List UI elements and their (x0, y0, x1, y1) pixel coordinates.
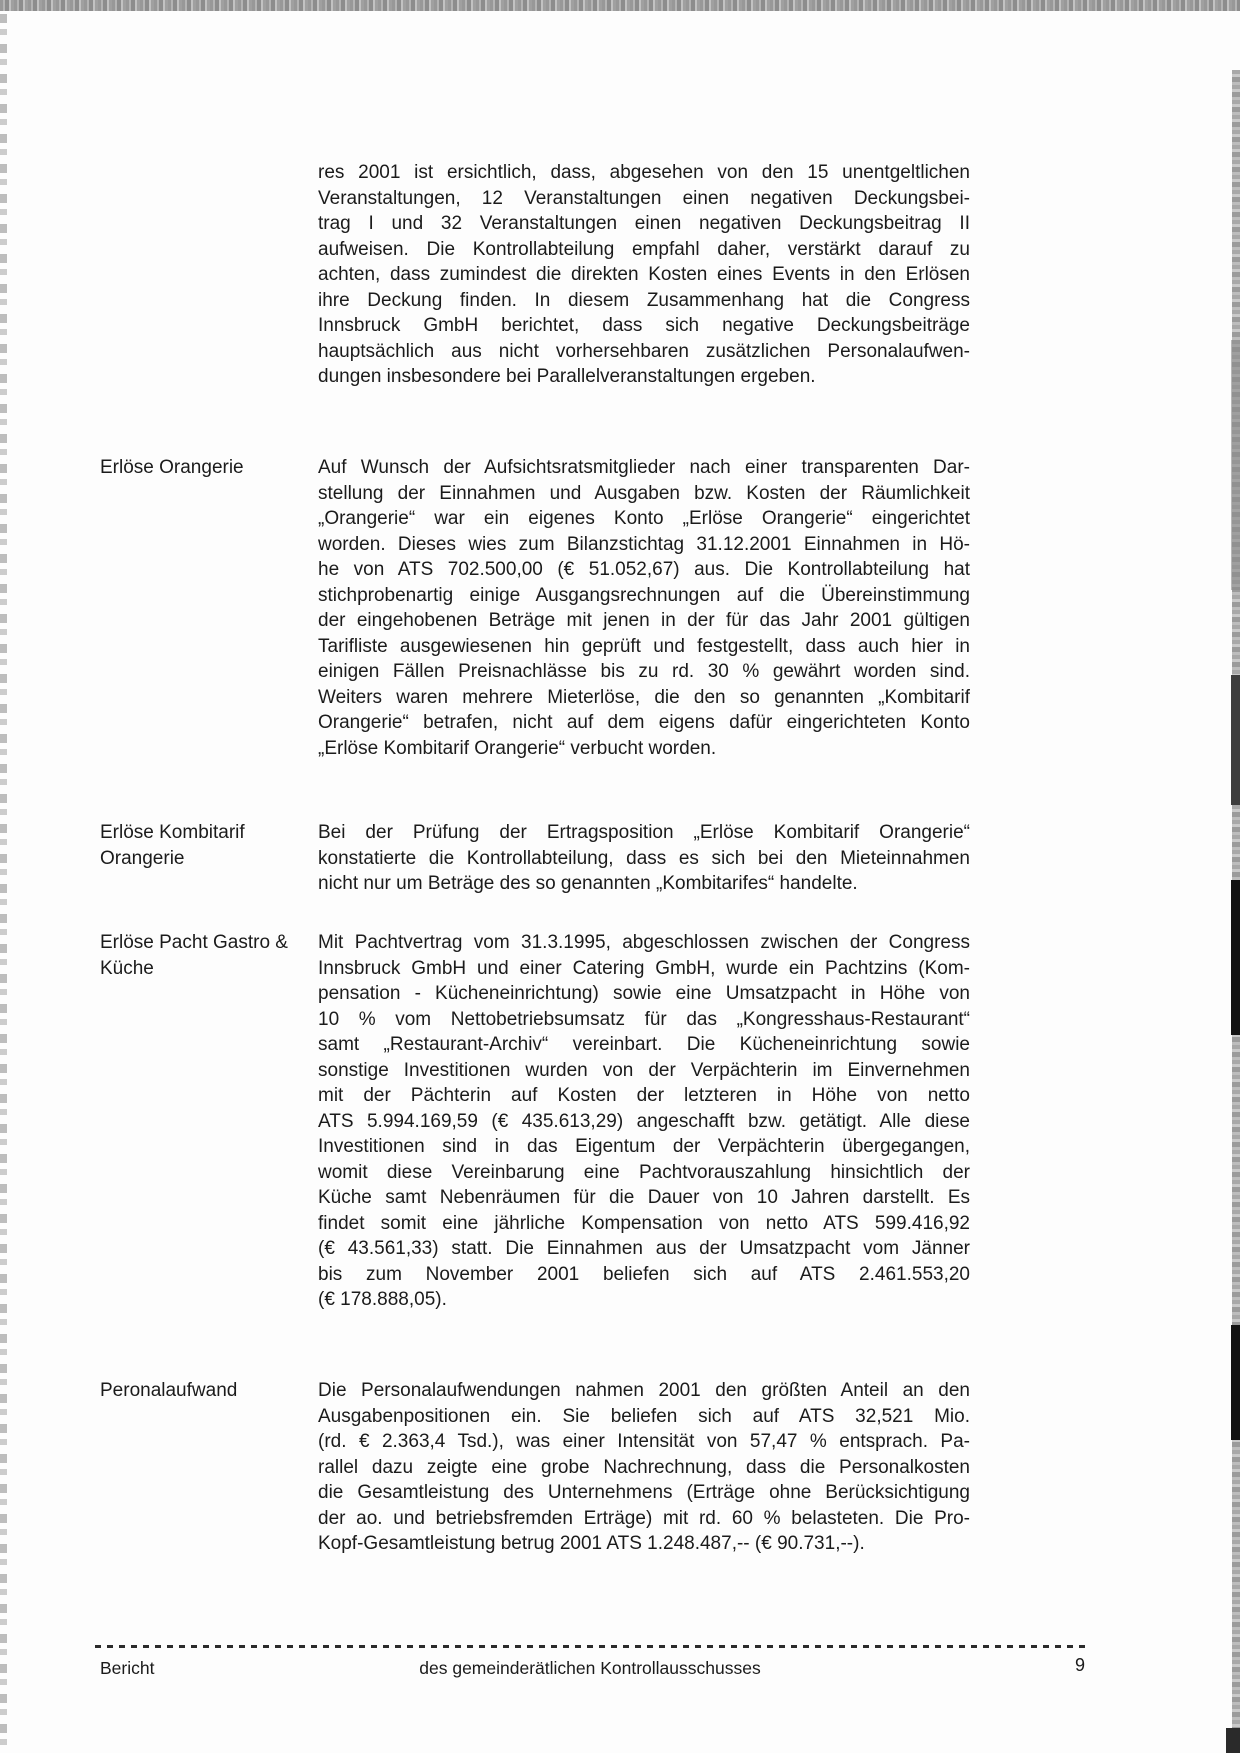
paragraph (318, 160, 970, 390)
body-line: 10 % vom Nettobetriebsumsatz für das „Kongresshaus-Restaurant“ (318, 1008, 970, 1030)
scan-noise-top-edge (0, 0, 1240, 11)
body-line: Orangerie“ betrafen, nicht auf dem eigens dafür eingerichteten Konto (318, 712, 970, 733)
body-line: he von ATS 702.500,00 (€ 51.052,67) aus. Die Kontrollabteilung hat (318, 559, 970, 580)
body-line: die Gesamtleistung des Unternehmens (Erträge ohne Berücksichtigung (318, 1482, 970, 1503)
paragraph (318, 1378, 970, 1557)
margin-label (100, 1378, 315, 1404)
paragraph (318, 820, 970, 897)
body-line: Tarifliste ausgewiesenen hin geprüft und festgestellt, dass auch hier in (318, 635, 970, 657)
body-line: Auf Wunsch der Aufsichtsratsmitglieder nach einer transparenten Dar- (318, 457, 970, 478)
body-line: (€ 178.888,05). (318, 1289, 447, 1310)
paragraph (318, 930, 970, 1313)
body-line: konstatierte die Kontrollabteilung, dass es sich bei den Mieteinnahmen (318, 847, 970, 869)
scan-artifact-mark (1231, 880, 1240, 1035)
body-line: Kopf-Gesamtleistung betrug 2001 ATS 1.248.487,-- (€ 90.731,--). (318, 1533, 865, 1554)
body-line: worden. Dieses wies zum Bilanzstichtag 31.12.2001 Einnahmen in Hö- (318, 533, 970, 555)
body-line: Investitionen sind in das Eigentum der Verpächterin übergegangen, (318, 1136, 970, 1157)
footer-committee-label: des gemeinderätlichen Kontrollausschusses (419, 1658, 761, 1678)
margin-label-line: Erlöse Pacht Gastro & (100, 932, 288, 953)
body-line: hauptsächlich aus nicht vorhersehbaren zusätzlichen Personalaufwen- (318, 340, 970, 362)
margin-label (100, 930, 315, 981)
body-line: achten, dass zumindest die direkten Kosten eines Events in den Erlösen (318, 264, 970, 285)
body-line: res 2001 ist ersichtlich, dass, abgesehen von den 15 unentgeltlichen (318, 162, 970, 183)
scan-artifact-mark (1226, 1728, 1240, 1753)
body-line: der eingehobenen Beträge mit jenen in der für das Jahr 2001 gültigen (318, 610, 970, 631)
footer-page-number: 9 (1074, 1655, 1085, 1675)
body-line: mit der Pächterin auf Kosten der letzteren in Höhe von netto (318, 1085, 970, 1106)
body-line: samt „Restaurant-Archiv“ vereinbart. Die Kücheneinrichtung sowie (318, 1034, 970, 1055)
body-line: Mit Pachtvertrag vom 31.3.1995, abgeschlossen zwischen der Congress (318, 932, 970, 953)
body-line: stellung der Einnahmen und Ausgaben bzw. Kosten der Räumlichkeit (318, 482, 970, 504)
body-line: Ausgabenpositionen ein. Sie beliefen sich auf ATS 32,521 Mio. (318, 1405, 970, 1427)
body-line: (rd. € 2.363,4 Tsd.), was einer Intensität von 57,47 % entsprach. Pa- (318, 1431, 970, 1452)
body-line: Innsbruck GmbH berichtet, dass sich negative Deckungsbeiträge (318, 315, 970, 336)
scan-artifact-mark (1231, 1325, 1240, 1440)
body-line: Weiters waren mehrere Mieterlöse, die den so genannten „Kombitarif (318, 686, 970, 708)
body-line: (€ 43.561,33) statt. Die Einnahmen aus der Umsatzpacht vom Jänner (318, 1238, 970, 1259)
body-line: Innsbruck GmbH und einer Catering GmbH, wurde ein Pachtzins (Kom- (318, 957, 970, 979)
body-line: sonstige Investitionen wurden von der Verpächterin im Einvernehmen (318, 1059, 970, 1081)
body-line: Bei der Prüfung der Ertragsposition „Erlöse Kombitarif Orangerie“ (318, 822, 970, 843)
body-line: aufweisen. Die Kontrollabteilung empfahl daher, verstärkt darauf zu (318, 238, 970, 260)
body-line: trag I und 32 Veranstaltungen einen negativen Deckungsbeitrag II (318, 213, 970, 234)
margin-label-line: Orangerie (100, 847, 185, 869)
body-line: rallel dazu zeigte eine grobe Nachrechnung, dass die Personalkosten (318, 1456, 970, 1478)
margin-label (100, 455, 315, 481)
body-line: womit diese Vereinbarung eine Pachtvorauszahlung hinsichtlich der (318, 1161, 970, 1183)
body-line: ihre Deckung finden. In diesem Zusammenhang hat die Congress (318, 289, 970, 311)
scan-noise-left-edge (0, 14, 7, 1753)
body-line: nicht nur um Beträge des so genannten „Kombitarifes“ handelte. (318, 873, 858, 894)
margin-label-line: Küche (100, 957, 154, 979)
body-line: stichprobenartig einige Ausgangsrechnungen auf die Übereinstimmung (318, 584, 970, 606)
body-line: einigen Fällen Preisnachlässe bis zu rd. 30 % gewährt worden sind. (318, 661, 970, 682)
body-line: dungen insbesondere bei Parallelveranstaltungen ergeben. (318, 366, 816, 387)
body-line: pensation - Kücheneinrichtung) sowie eine Umsatzpacht in Höhe von (318, 983, 970, 1004)
body-line: ATS 5.994.169,59 (€ 435.613,29) angeschafft bzw. getätigt. Alle diese (318, 1110, 970, 1132)
paragraph (318, 455, 970, 761)
scan-artifact-mark (1231, 675, 1240, 805)
body-line: Veranstaltungen, 12 Veranstaltungen einen negativen Deckungsbei- (318, 187, 970, 209)
margin-label (100, 820, 315, 871)
footer-dashed-rule (95, 1645, 1085, 1648)
margin-label-line: Peronalaufwand (100, 1380, 238, 1401)
margin-label-line: Erlöse Orangerie (100, 457, 244, 478)
body-line: Küche samt Nebenräumen für die Dauer von 10 Jahren darstellt. Es (318, 1187, 970, 1208)
body-line: der ao. und betriebsfremden Erträge) mit rd. 60 % belasteten. Die Pro- (318, 1507, 970, 1529)
scan-artifact-mark (1231, 340, 1240, 590)
body-line: findet somit eine jährliche Kompensation von netto ATS 599.416,92 (318, 1212, 970, 1234)
margin-label-line: Erlöse Kombitarif (100, 822, 245, 843)
body-line: bis zum November 2001 beliefen sich auf ATS 2.461.553,20 (318, 1263, 970, 1285)
body-line: „Orangerie“ war ein eigenes Konto „Erlöse Orangerie“ eingerichtet (318, 508, 970, 529)
body-line: Die Personalaufwendungen nahmen 2001 den größten Anteil an den (318, 1380, 970, 1401)
body-line: „Erlöse Kombitarif Orangerie“ verbucht worden. (318, 737, 717, 759)
footer-report-label: Bericht (100, 1658, 155, 1678)
